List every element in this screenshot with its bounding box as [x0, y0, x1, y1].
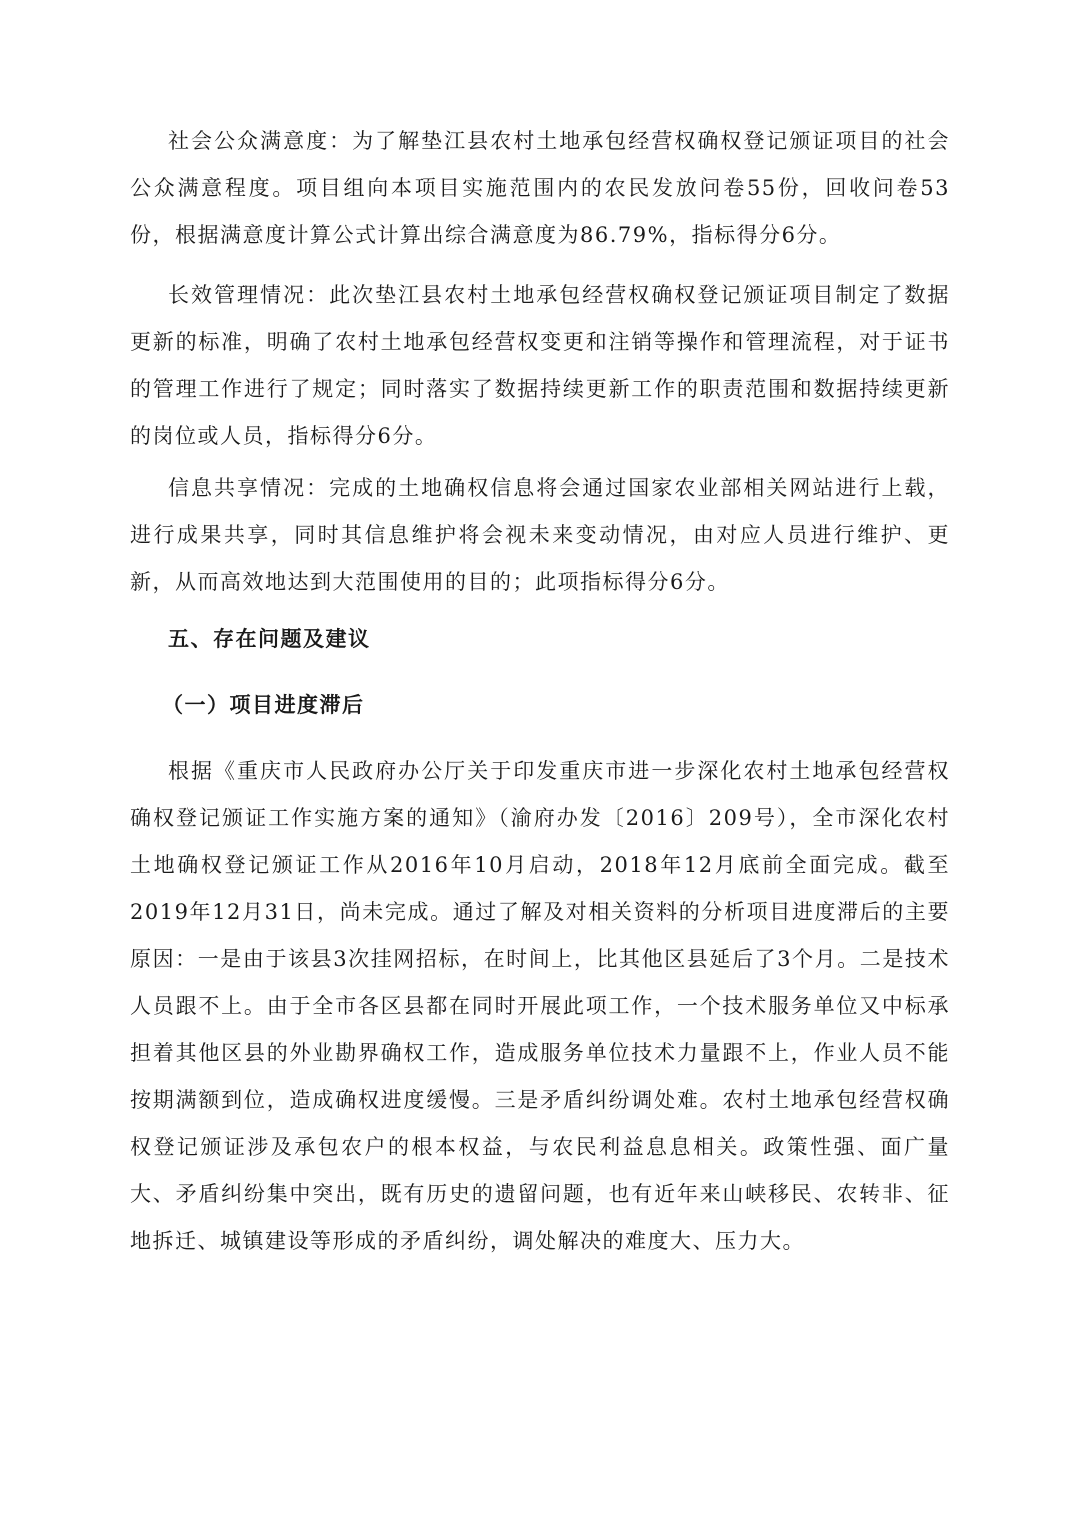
section-heading-problems: 五、存在问题及建议 [168, 626, 371, 651]
paragraph-information-sharing: 信息共享情况：完成的土地确权信息将会通过国家农业部相关网站进行上载，进行成果共享，同时其信息维护将会视未来变动情况，由对应人员进行维护、更新，从而高效地达到大范围使用的目的；此项指标得分6分。 [130, 476, 950, 594]
paragraph-public-satisfaction: 社会公众满意度：为了解垫江县农村土地承包经营权确权登记颁证项目的社会公众满意程度。项目组向本项目实施范围内的农民发放问卷55份，回收问卷53份，根据满意度计算公式计算出综合满意度为86.79%，指标得分6分。 [130, 129, 950, 247]
paragraph-progress-delay: 根据《重庆市人民政府办公厅关于印发重庆市进一步深化农村土地承包经营权确权登记颁证工作实施方案的通知》（渝府办发〔2016〕209号），全市深化农村土地确权登记颁证工作从2016年10月启动，2018年12月底前全面完成。截至2019年12月31日，尚未完成。通过了解及对相关资料的分析项目进度滞后的主要原因：一是由于该县3次挂网招标，在时间上，比其他区县延后了3个月。二是技术人员跟不上。由于全市各区县都在同时开展此项工作，一个技术服务单位又中标承担着其他区县的外业勘界确权工作，造成服务单位技术力量跟不上，作业人员不能按期满额到位，造成确权进度缓慢。三是矛盾纠纷调处难。农村土地承包经营权确权登记颁证涉及承包农户的根本权益，与农民利益息息相关。政策性强、面广量大、矛盾纠纷集中突出，既有历史的遗留问题，也有近年来山峡移民、农转非、征地拆迁、城镇建设等形成的矛盾纠纷，调处解决的难度大、压力大。 [130, 759, 950, 1253]
subsection-heading-progress-delay: （一）项目进度滞后 [162, 692, 365, 717]
paragraph-long-term-management: 长效管理情况：此次垫江县农村土地承包经营权确权登记颁证项目制定了数据更新的标准，明确了农村土地承包经营权变更和注销等操作和管理流程，对于证书的管理工作进行了规定；同时落实了数据持续更新工作的职责范围和数据持续更新的岗位或人员，指标得分6分。 [130, 283, 950, 448]
